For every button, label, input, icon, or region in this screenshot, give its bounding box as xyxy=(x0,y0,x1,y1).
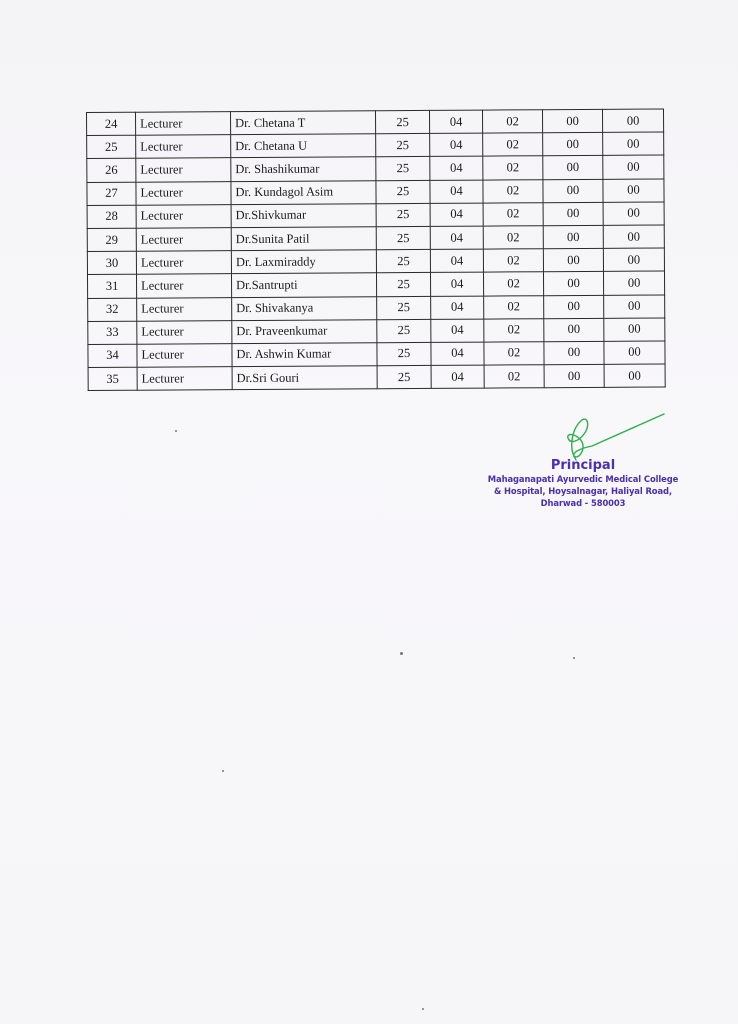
name-cell: Dr. Praveenkumar xyxy=(232,319,377,343)
row-number: 33 xyxy=(88,321,137,344)
name-cell: Dr.Santrupti xyxy=(231,273,376,297)
value-cell-3: 02 xyxy=(484,295,544,319)
row-number: 30 xyxy=(87,251,136,274)
value-cell-5: 00 xyxy=(604,318,665,342)
staff-table-body xyxy=(87,109,666,391)
value-cell-2: 04 xyxy=(429,110,482,134)
name-cell: Dr.Sunita Patil xyxy=(231,227,376,251)
name-cell: Dr. Chetana U xyxy=(231,134,376,158)
value-cell-4: 00 xyxy=(543,272,603,296)
row-number: 24 xyxy=(87,112,136,135)
row-number: 35 xyxy=(88,367,137,390)
value-cell-2: 04 xyxy=(430,249,483,273)
designation-cell: Lecturer xyxy=(137,367,232,391)
value-cell-1: 25 xyxy=(377,342,431,366)
value-cell-2: 04 xyxy=(430,133,483,157)
row-number: 28 xyxy=(87,205,136,228)
value-cell-3: 02 xyxy=(483,179,543,203)
value-cell-2: 04 xyxy=(430,156,483,180)
value-cell-3: 02 xyxy=(483,249,543,273)
value-cell-2: 04 xyxy=(431,365,484,389)
value-cell-3: 02 xyxy=(484,342,544,366)
name-cell: Dr. Ashwin Kumar xyxy=(232,343,377,367)
value-cell-4: 00 xyxy=(543,179,603,203)
table-row xyxy=(87,132,664,159)
row-number: 26 xyxy=(87,159,136,182)
table-row xyxy=(87,248,664,275)
value-cell-2: 04 xyxy=(430,226,483,250)
value-cell-1: 25 xyxy=(377,365,431,389)
row-number: 31 xyxy=(87,275,136,298)
value-cell-5: 00 xyxy=(604,294,665,318)
row-number: 27 xyxy=(87,182,136,205)
table-row xyxy=(87,155,664,182)
table-row xyxy=(88,318,665,345)
value-cell-5: 00 xyxy=(603,155,664,179)
stamp-title: Principal xyxy=(550,458,616,473)
value-cell-2: 04 xyxy=(431,342,484,366)
value-cell-4: 00 xyxy=(542,109,602,133)
value-cell-5: 00 xyxy=(604,341,665,365)
table-row xyxy=(88,294,665,321)
value-cell-1: 25 xyxy=(376,157,430,181)
table-row xyxy=(87,225,664,252)
designation-cell: Lecturer xyxy=(136,135,231,159)
scan-speck xyxy=(573,657,575,659)
row-number: 25 xyxy=(87,135,136,158)
designation-cell: Lecturer xyxy=(137,320,232,344)
designation-cell: Lecturer xyxy=(137,343,232,367)
value-cell-5: 00 xyxy=(603,179,664,203)
designation-cell: Lecturer xyxy=(137,297,232,321)
value-cell-1: 25 xyxy=(376,180,430,204)
name-cell: Dr. Laxmiraddy xyxy=(231,250,376,274)
value-cell-3: 02 xyxy=(483,133,543,157)
value-cell-2: 04 xyxy=(430,272,483,296)
value-cell-4: 00 xyxy=(544,318,604,342)
table-row xyxy=(87,109,664,136)
designation-cell: Lecturer xyxy=(136,181,231,205)
value-cell-1: 25 xyxy=(377,319,431,343)
stamp-line-2: & Hospital, Hoysalnagar, Haliyal Road, xyxy=(494,486,672,496)
value-cell-4: 00 xyxy=(544,341,604,365)
row-number: 34 xyxy=(88,344,137,367)
value-cell-4: 00 xyxy=(543,156,603,180)
value-cell-1: 25 xyxy=(376,226,430,250)
name-cell: Dr.Sri Gouri xyxy=(232,366,377,390)
scan-speck xyxy=(422,1008,424,1010)
designation-cell: Lecturer xyxy=(136,251,231,275)
value-cell-4: 00 xyxy=(544,364,604,388)
value-cell-3: 02 xyxy=(483,226,543,250)
value-cell-1: 25 xyxy=(377,296,431,320)
value-cell-4: 00 xyxy=(544,295,604,319)
designation-cell: Lecturer xyxy=(136,158,231,182)
name-cell: Dr.Shivkumar xyxy=(231,203,376,227)
value-cell-5: 00 xyxy=(603,202,664,226)
value-cell-1: 25 xyxy=(376,134,430,158)
value-cell-3: 02 xyxy=(483,156,543,180)
staff-table xyxy=(86,108,666,391)
principal-stamp xyxy=(452,458,714,509)
designation-cell: Lecturer xyxy=(136,204,231,228)
row-number: 29 xyxy=(87,228,136,251)
value-cell-5: 00 xyxy=(603,132,664,156)
value-cell-3: 02 xyxy=(484,318,544,342)
scan-speck xyxy=(222,770,224,772)
table-row xyxy=(87,271,664,298)
table-row xyxy=(87,179,664,206)
stamp-line-3: Dharwad - 580003 xyxy=(540,498,626,508)
scan-speck xyxy=(400,652,403,655)
value-cell-2: 04 xyxy=(430,203,483,227)
value-cell-3: 02 xyxy=(482,110,542,134)
stamp-line-1: Mahaganapati Ayurvedic Medical College xyxy=(487,474,679,484)
table-row xyxy=(88,341,665,368)
scan-speck xyxy=(175,430,177,432)
value-cell-2: 04 xyxy=(431,319,484,343)
value-cell-5: 00 xyxy=(603,271,664,295)
name-cell: Dr. Chetana T xyxy=(231,111,376,135)
value-cell-3: 02 xyxy=(484,365,544,389)
value-cell-4: 00 xyxy=(543,225,603,249)
value-cell-1: 25 xyxy=(376,203,430,227)
value-cell-3: 02 xyxy=(483,202,543,226)
value-cell-4: 00 xyxy=(543,248,603,272)
designation-cell: Lecturer xyxy=(136,112,231,136)
value-cell-5: 00 xyxy=(602,109,663,133)
designation-cell: Lecturer xyxy=(136,274,231,298)
value-cell-1: 25 xyxy=(376,250,430,274)
value-cell-4: 00 xyxy=(543,133,603,157)
value-cell-2: 04 xyxy=(431,296,484,320)
name-cell: Dr. Shivakanya xyxy=(232,296,377,320)
value-cell-3: 02 xyxy=(483,272,543,296)
table-row xyxy=(87,202,664,229)
value-cell-1: 25 xyxy=(376,273,430,297)
name-cell: Dr. Shashikumar xyxy=(231,157,376,181)
value-cell-1: 25 xyxy=(375,110,429,134)
designation-cell: Lecturer xyxy=(136,228,231,252)
value-cell-2: 04 xyxy=(430,180,483,204)
name-cell: Dr. Kundagol Asim xyxy=(231,180,376,204)
value-cell-5: 00 xyxy=(603,225,664,249)
row-number: 32 xyxy=(88,298,137,321)
table-row xyxy=(88,364,665,391)
value-cell-5: 00 xyxy=(603,248,664,272)
value-cell-5: 00 xyxy=(604,364,665,388)
value-cell-4: 00 xyxy=(543,202,603,226)
